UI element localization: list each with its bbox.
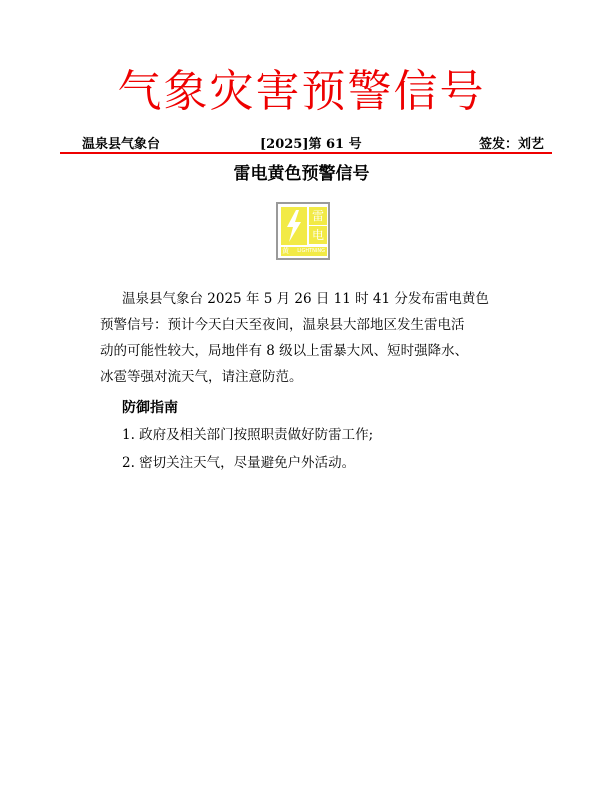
document-number: [2025]第 61 号 bbox=[260, 137, 362, 152]
icon-footer bbox=[281, 247, 327, 256]
lightning-bolt-icon bbox=[281, 207, 307, 245]
guide-item: 2. 密切关注天气，尽量避免户外活动。 bbox=[122, 455, 356, 471]
red-divider bbox=[60, 152, 552, 154]
guide-item: 1. 政府及相关部门按照职责做好防雷工作; bbox=[122, 427, 374, 443]
thunder-yellow-warning-icon bbox=[276, 202, 330, 260]
icon-footer-char: 黄 bbox=[282, 247, 289, 255]
warning-body bbox=[100, 286, 528, 390]
icon-footer-english: LIGHTNING bbox=[297, 248, 325, 254]
icon-char-top: 雷 bbox=[309, 207, 327, 225]
icon-char-mid: 电 bbox=[309, 226, 327, 244]
warning-title: 雷电黄色预警信号 bbox=[233, 164, 370, 184]
guide-heading: 防御指南 bbox=[122, 400, 178, 416]
issuer: 温泉县气象台 bbox=[82, 137, 161, 152]
signer: 签发：刘艺 bbox=[478, 137, 544, 152]
masthead-title: 气象灾害预警信号 bbox=[117, 66, 486, 117]
body-line: 预警信号：预计今天白天至夜间，温泉县大部地区发生雷电活 bbox=[100, 317, 465, 333]
body-line: 冰雹等强对流天气，请注意防范。 bbox=[100, 369, 303, 385]
body-line: 温泉县气象台 2025 年 5 月 26 日 11 时 41 分发布雷电黄色 bbox=[122, 291, 489, 307]
body-line: 动的可能性较大，局地伴有 8 级以上雷暴大风、短时强降水、 bbox=[100, 343, 469, 359]
